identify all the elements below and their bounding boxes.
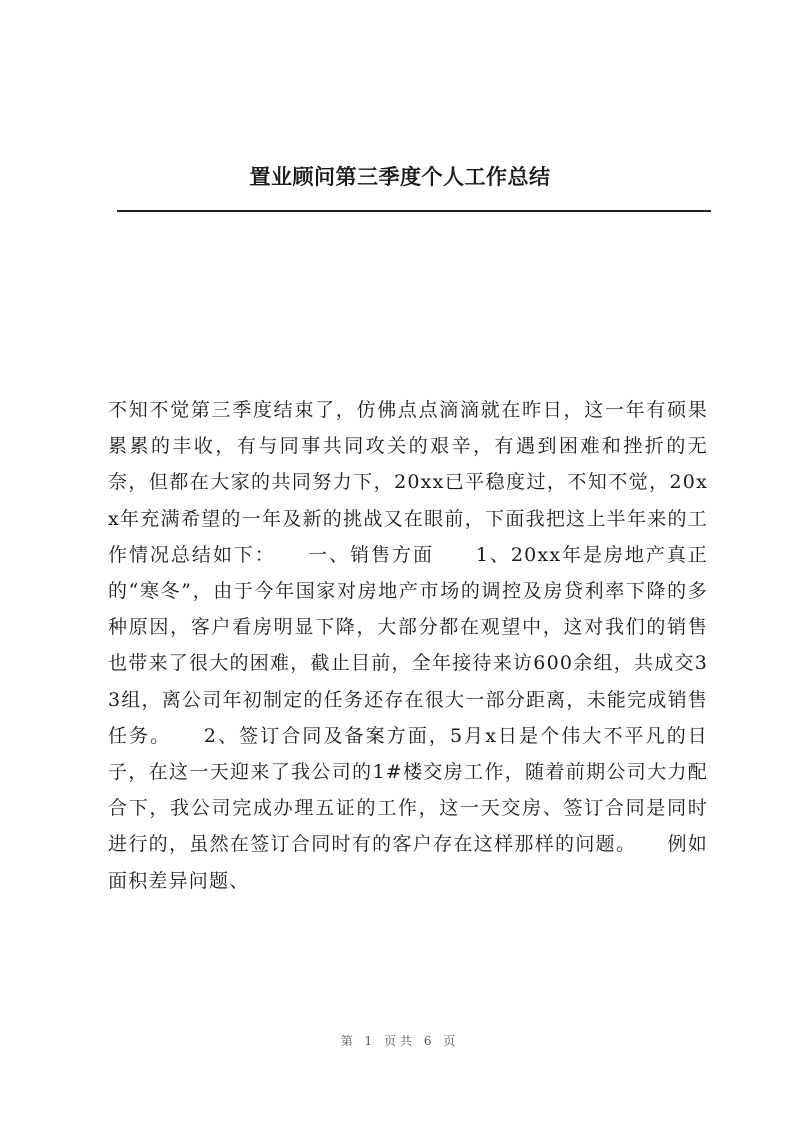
document-title: 置业顾问第三季度个人工作总结 — [249, 165, 551, 189]
title-underline-divider — [117, 210, 711, 212]
page-number-footer: 第 1 页共 6 页 — [340, 1034, 460, 1048]
document-body-paragraph: 不知不觉第三季度结束了，仿佛点点滴滴就在昨日，这一年有硕果累累的丰收，有与同事共同攻关的艰辛，有遇到困难和挫折的无奈，但都在大家的共同努力下，20xx已平稳度过，不知不觉，20xx年充满希望的一年及新的挑战又在眼前，下面我把这上半年来的工作情况总结如下： 一、销售方面 1、20xx年是房地产真正的“寒冬”，由于今年国家对房地产市场的调控及房贷利率下降的多种原因，客户看房明显下降，大部分都在观望中，这对我们的销售也带来了很大的困难，截止目前，全年接待来访600余组，共成交33组，离公司年初制定的任务还存在很大一部分距离，未能完成销售任务。 2、签订合同及备案方面，5月x日是个伟大不平凡的日子，在这一天迎来了我公司的1#楼交房工作，随着前期公司大力配合下，我公司完成办理五证的工作，这一天交房、签订合同是同时进行的，虽然在签订合同时有的客户存在这样那样的问题。 例如面积差异问题、 — [108, 399, 708, 892]
